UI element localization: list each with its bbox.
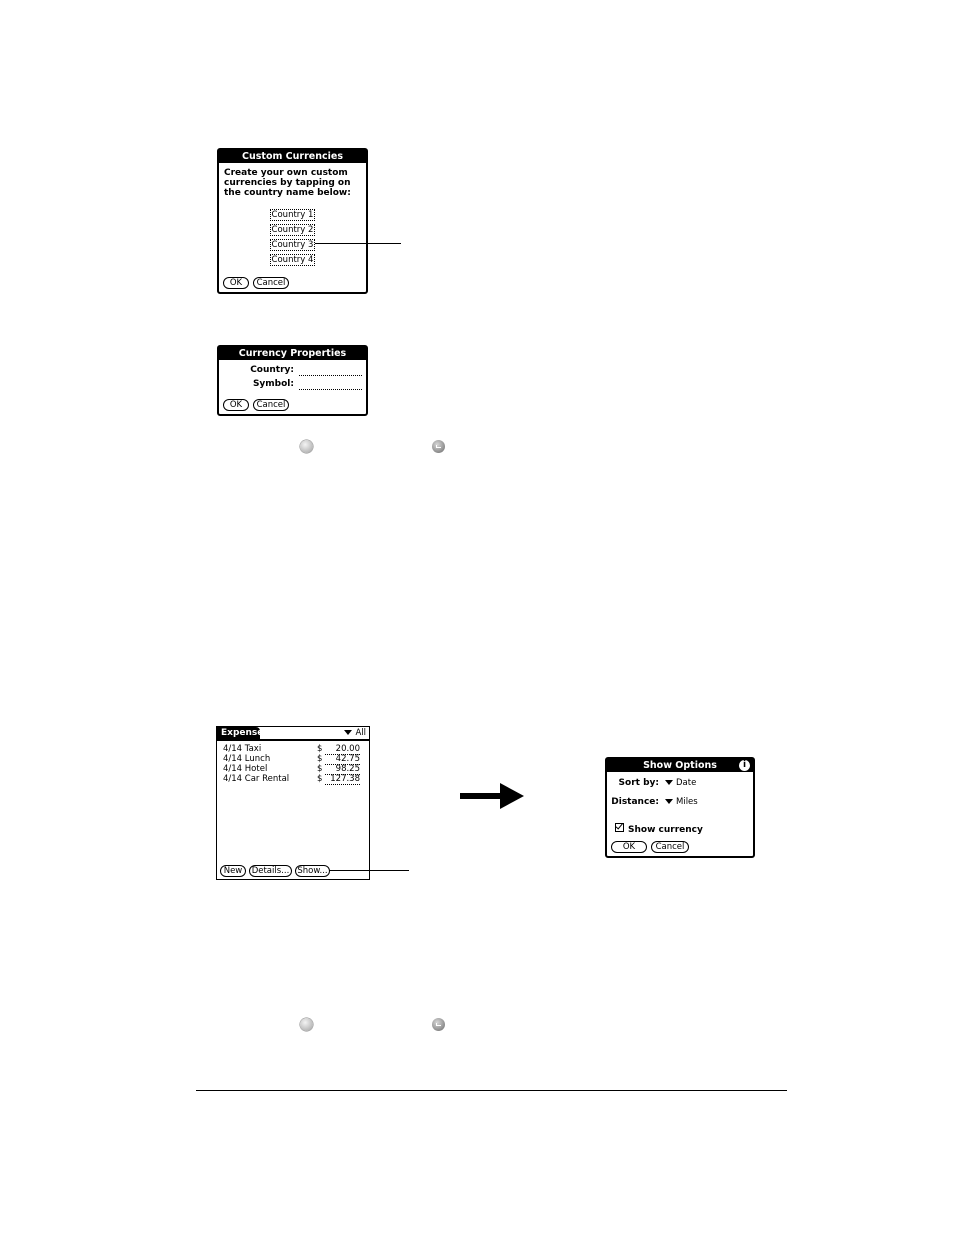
expense-item[interactable]: 4/14 Car Rental xyxy=(223,774,290,784)
instruction-line-3: the country name below: xyxy=(224,188,351,198)
symbol-field[interactable] xyxy=(299,389,362,390)
footer-rule xyxy=(196,1090,787,1091)
country-field[interactable] xyxy=(299,375,362,376)
symbol-label: Symbol: xyxy=(252,379,294,389)
country-2-trigger[interactable]: Country 2 xyxy=(271,225,314,235)
new-button[interactable]: New xyxy=(220,865,246,877)
ok-button[interactable]: OK xyxy=(611,841,647,853)
expense-screen xyxy=(216,726,370,880)
dropdown-triangle-icon xyxy=(665,780,673,785)
arrow-right-icon xyxy=(460,782,525,810)
cancel-button[interactable]: Cancel xyxy=(651,841,689,853)
dialog-title: Currency Properties xyxy=(219,347,366,360)
expense-item[interactable]: 4/14 Taxi xyxy=(223,744,262,754)
info-icon[interactable]: i xyxy=(739,760,750,771)
currency-symbol: $ xyxy=(317,774,323,784)
amount-field[interactable]: 20.00 xyxy=(325,744,360,755)
done-button-icon xyxy=(432,440,445,453)
checkbox-checked-icon xyxy=(615,823,624,832)
sort-by-picker[interactable] xyxy=(665,778,696,788)
title-bar xyxy=(217,727,369,741)
expense-item[interactable]: 4/14 Lunch xyxy=(223,754,271,764)
dropdown-triangle-icon xyxy=(665,799,673,804)
show-currency-checkbox[interactable] xyxy=(615,817,703,836)
distance-label: Distance: xyxy=(611,797,659,807)
amount-field[interactable]: 42.75 xyxy=(325,754,360,765)
instruction-line-2: currencies by tapping on xyxy=(224,178,351,188)
sort-by-label: Sort by: xyxy=(618,778,659,788)
custom-currencies-dialog xyxy=(217,148,368,294)
country-1-trigger[interactable]: Country 1 xyxy=(271,210,314,220)
amount-field[interactable]: 127.38 xyxy=(325,774,360,785)
sort-by-value: Date xyxy=(676,778,697,788)
dropdown-triangle-icon xyxy=(344,730,352,735)
amount-field[interactable]: 98.25 xyxy=(325,764,360,775)
category-picker[interactable] xyxy=(344,728,366,738)
callout-line xyxy=(329,870,409,871)
dialog-title xyxy=(607,759,753,772)
distance-picker[interactable] xyxy=(665,797,698,807)
app-title: Expense xyxy=(221,728,264,738)
currency-symbol: $ xyxy=(317,754,323,764)
cancel-button[interactable]: Cancel xyxy=(253,399,289,411)
currency-properties-dialog xyxy=(217,345,368,416)
cancel-button[interactable]: Cancel xyxy=(253,277,289,289)
currency-symbol: $ xyxy=(317,744,323,754)
country-3-trigger[interactable]: Country 3 xyxy=(271,240,314,250)
show-options-dialog xyxy=(605,757,755,858)
country-label: Country: xyxy=(250,365,294,375)
country-4-trigger[interactable]: Country 4 xyxy=(271,255,314,265)
distance-value: Miles xyxy=(676,797,698,807)
ok-button[interactable]: OK xyxy=(223,399,249,411)
home-button-icon xyxy=(300,440,313,453)
app-tab[interactable] xyxy=(217,727,264,739)
home-button-icon xyxy=(300,1018,313,1031)
currency-symbol: $ xyxy=(317,764,323,774)
show-button[interactable]: Show... xyxy=(295,865,330,877)
details-button[interactable]: Details... xyxy=(249,865,292,877)
ok-button[interactable]: OK xyxy=(223,277,249,289)
callout-line xyxy=(315,243,401,244)
dialog-title-text: Show Options xyxy=(643,760,717,771)
dialog-title: Custom Currencies xyxy=(219,150,366,163)
expense-item[interactable]: 4/14 Hotel xyxy=(223,764,268,774)
done-button-icon xyxy=(432,1018,445,1031)
category-value: All xyxy=(355,728,366,738)
show-currency-label: Show currency xyxy=(628,825,703,835)
instruction-line-1: Create your own custom xyxy=(224,168,348,178)
